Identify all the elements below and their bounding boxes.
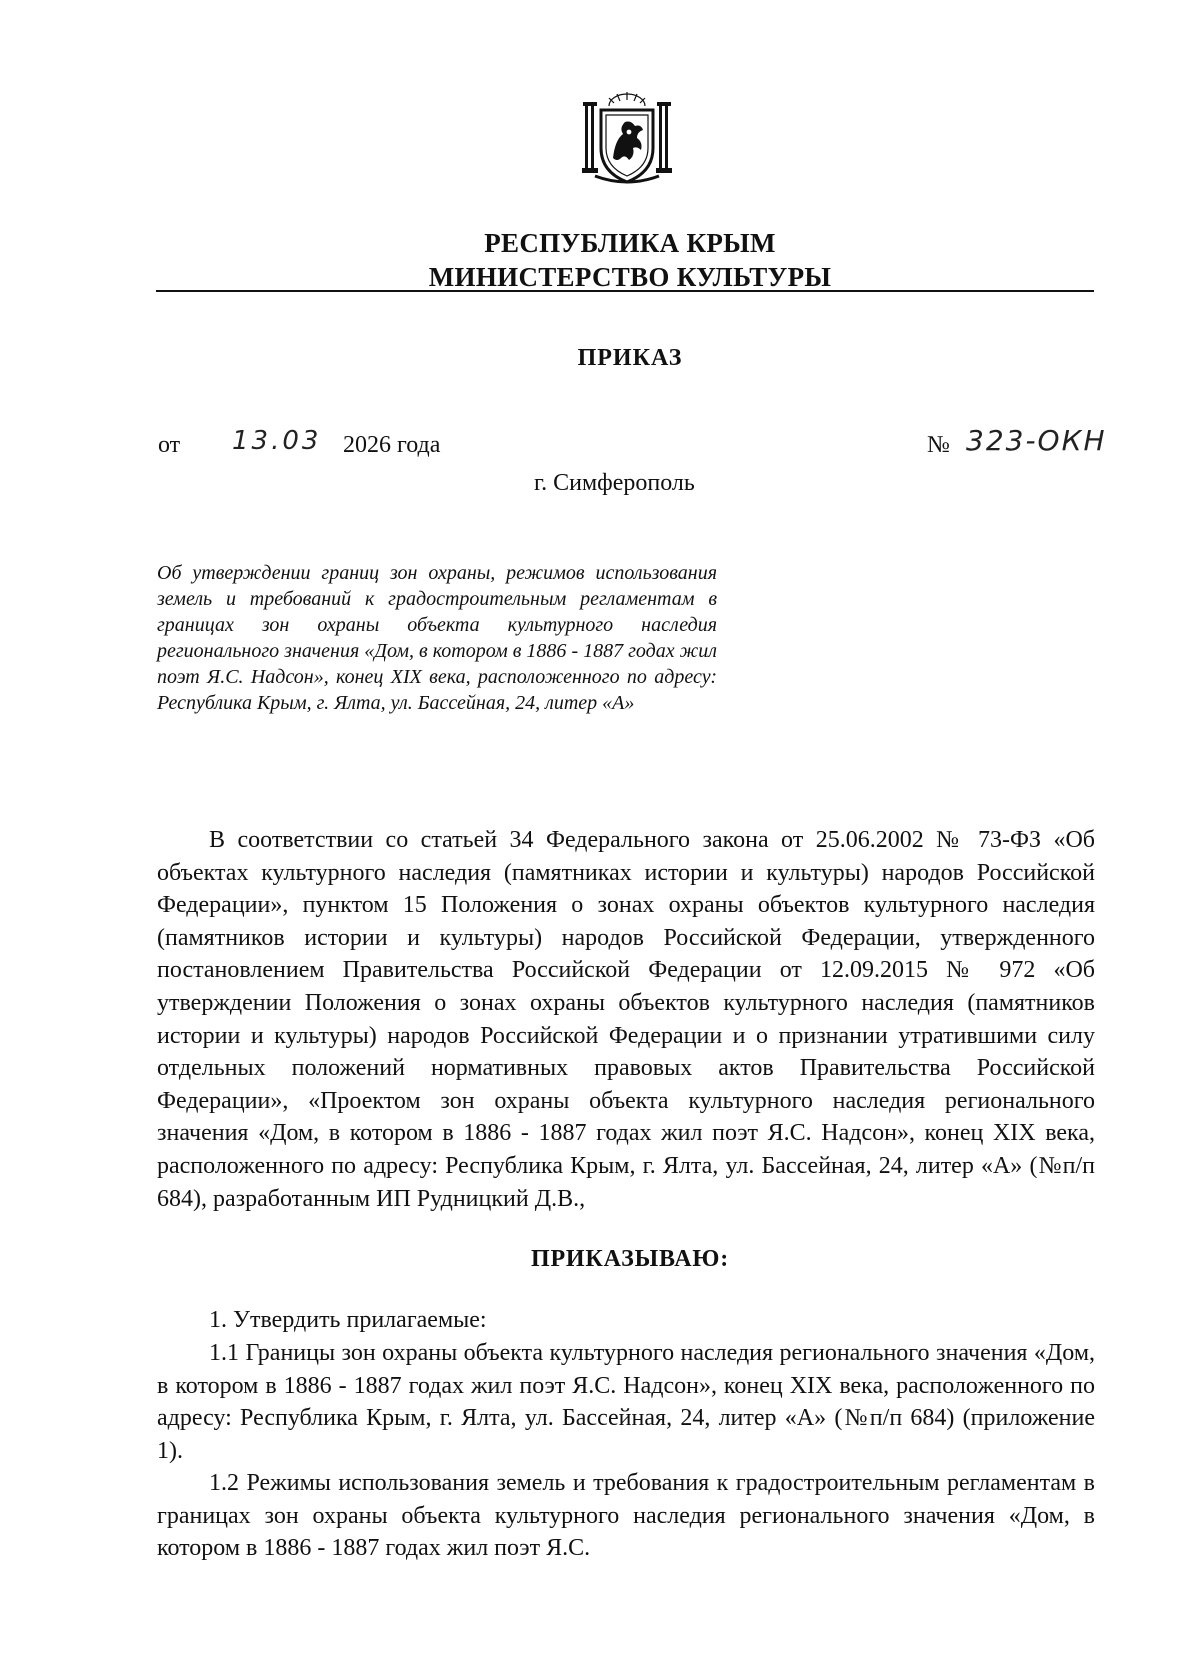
number-prefix: №	[927, 432, 950, 458]
header-ministry: МИНИСТЕРСТВО КУЛЬТУРЫ	[428, 262, 832, 292]
handwritten-date: 13.03	[232, 426, 322, 456]
header-divider	[156, 290, 1094, 292]
organization-header	[160, 226, 1100, 294]
handwritten-number: 323-ОКН	[966, 424, 1107, 457]
document-type-title: ПРИКАЗ	[577, 345, 683, 371]
header-republic: РЕСПУБЛИКА КРЫМ	[484, 228, 776, 258]
order-heading: ПРИКАЗЫВАЮ:	[530, 1246, 729, 1272]
order-subject: Об утверждении границ зон охраны, режимов использования земель и требований к градостроительным регламентам в границах зон охраны объекта культурного наследия регионального значения «Дом, в котором в 1886 - 1887 годах жил поэт Я.С. Надсон», конец XIX века, расположенного по адресу: Республика Крым, г. Ялта, ул. Бассейная, 24, литер «А»	[157, 562, 717, 714]
crimea-coat-of-arms-icon	[579, 88, 675, 188]
list-item: 1.2 Режимы использования земель и требования к градостроительным регламентам в границах зон охраны объекта культурного наследия регионального значения «Дом, в котором в 1886 - 1887 годах жил поэт Я.С.	[157, 1470, 1095, 1562]
date-prefix: от	[158, 432, 181, 458]
list-item: 1. Утвердить прилагаемые:	[209, 1307, 487, 1333]
city: г. Симферополь	[534, 470, 695, 496]
date-year: 2026 года	[343, 432, 441, 458]
preamble-paragraph: В соответствии со статьей 34 Федерального закона от 25.06.2002 № 73-ФЗ «Об объектах культурного наследия (памятниках истории и культуры) народов Российской Федерации», пунктом 15 Положения о зонах охраны объектов культурного наследия (памятников истории и культуры) народов Российской Федерации, утвержденного постановлением Правительства Российской Федерации от 12.09.2015 № 972 «Об утверждении Положения о зонах охраны объектов культурного наследия (памятников истории и культуры) народов Российской Федерации и о признании утратившими силу отдельных положений нормативных правовых актов Правительства Российской Федерации», «Проектом зон охраны объекта культурного наследия регионального значения «Дом, в котором в 1886 - 1887 годах жил поэт Я.С. Надсон», конец XIX века, расположенного по адресу: Республика Крым, г. Ялта, ул. Бассейная, 24, литер «А» (№п/п 684), разработанным ИП Рудницкий Д.В.,	[157, 827, 1095, 1212]
list-item: 1.1 Границы зон охраны объекта культурного наследия регионального значения «Дом, в котором в 1886 - 1887 годах жил поэт Я.С. Надсон», конец XIX века, расположенного по адресу: Республика Крым, г. Ялта, ул. Бассейная, 24, литер «А» (№п/п 684) (приложение 1).	[157, 1340, 1095, 1464]
